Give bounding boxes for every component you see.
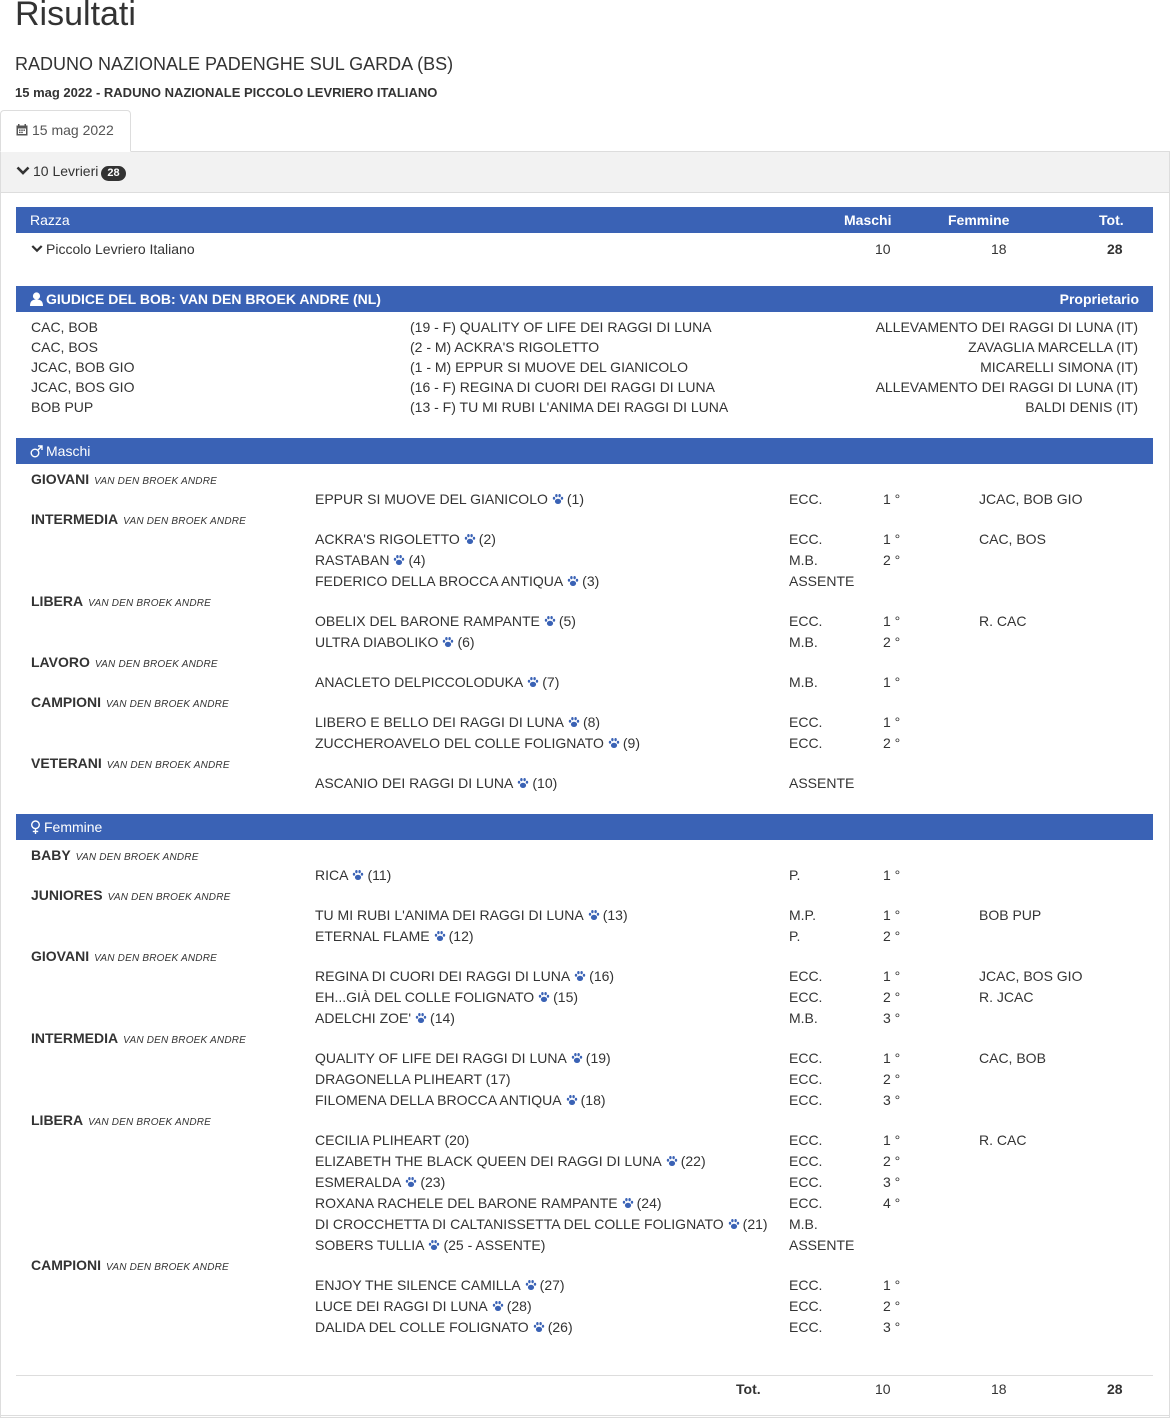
entry-qualification: ECC. (789, 714, 823, 730)
catalog-number: (8) (582, 714, 601, 730)
entry-qualification: P. (789, 867, 801, 883)
entry-dog[interactable] (315, 1092, 606, 1108)
chevron-down-icon (16, 166, 30, 176)
entry-dog[interactable] (315, 1050, 611, 1066)
entry-qualification: M.B. (789, 634, 818, 650)
paw-icon (538, 991, 550, 1003)
catalog-number: (27) (539, 1277, 565, 1293)
catalog-number: (28) (506, 1298, 532, 1314)
class-judge: VAN DEN BROEK ANDRE (88, 598, 212, 609)
entry-qualification: M.B. (789, 1216, 818, 1232)
entry-qualification: ECC. (789, 1319, 823, 1335)
breed-females: 18 (991, 241, 1007, 257)
dog-name[interactable]: ULTRA DIABOLIKO (315, 634, 439, 650)
entry-award: CAC, BOB (979, 1050, 1046, 1066)
group-label: 10 Levrieri (33, 163, 99, 179)
entry-dog[interactable] (315, 1010, 455, 1026)
col-breed: Razza (30, 212, 70, 228)
dog-name[interactable]: FILOMENA DELLA BROCCA ANTIQUA (315, 1092, 562, 1108)
entry-qualification: ECC. (789, 1050, 823, 1066)
entry-dog[interactable] (315, 714, 600, 730)
entry-qualification: ECC. (789, 531, 823, 547)
class-heading (31, 887, 230, 906)
class-judge: VAN DEN BROEK ANDRE (123, 1035, 247, 1046)
catalog-number: (2) (478, 531, 496, 547)
dog-name[interactable]: ANACLETO DELPICCOLODUKA (315, 674, 524, 690)
catalog-number: (7) (542, 674, 560, 690)
entry-dog[interactable] (315, 1216, 768, 1232)
class-heading (31, 755, 230, 774)
dog-name[interactable]: DI CROCCHETTA DI CALTANISSETTA DEL COLLE FOLIGNATO (315, 1216, 724, 1232)
dog-name[interactable]: EPPUR SI MUOVE DEL GIANICOLO (315, 491, 548, 507)
paw-icon (434, 930, 446, 942)
catalog-number: (6) (457, 634, 475, 650)
paw-icon (574, 970, 586, 982)
catalog-number: (23) (420, 1174, 446, 1190)
entry-placement: 2 ° (883, 735, 901, 751)
entry-qualification: ECC. (789, 1092, 823, 1108)
dog-name[interactable]: ENJOY THE SILENCE CAMILLA (315, 1277, 521, 1293)
bob-award: JCAC, BOB GIO (31, 359, 135, 375)
bob-owner: ALLEVAMENTO DEI RAGGI DI LUNA (IT) (875, 319, 1138, 335)
event-subtitle: RADUNO NAZIONALE PICCOLO LEVRIERO ITALIANO (103, 85, 438, 100)
entry-dog[interactable] (315, 573, 599, 589)
paw-icon (527, 676, 539, 688)
paw-icon (428, 1239, 440, 1251)
footer-total: 28 (1107, 1381, 1123, 1397)
class-heading (31, 593, 211, 612)
breed-males: 10 (875, 241, 891, 257)
event-date: 15 mag 2022 (15, 85, 93, 100)
bob-owner: ZAVAGLIA MARCELLA (IT) (968, 339, 1138, 355)
bob-owner: MICARELLI SIMONA (IT) (980, 359, 1138, 375)
bob-award: CAC, BOB (31, 319, 98, 335)
entry-dog[interactable] (315, 775, 557, 791)
class-judge: VAN DEN BROEK ANDRE (106, 760, 230, 771)
dog-name[interactable]: ELIZABETH THE BLACK QUEEN DEI RAGGI DI LUNA (315, 1153, 662, 1169)
entry-dog[interactable] (315, 1174, 445, 1190)
bob-owner: BALDI DENIS (IT) (1025, 399, 1138, 415)
class-heading (31, 471, 217, 490)
dog-name[interactable]: ASCANIO DEI RAGGI DI LUNA (315, 775, 514, 791)
catalog-number: (26) (547, 1319, 573, 1335)
catalog-number: (19) (585, 1050, 611, 1066)
dog-name[interactable]: CECILIA PLIHEART (315, 1132, 441, 1148)
paw-icon (544, 615, 556, 627)
class-name: GIOVANI (31, 948, 90, 964)
dog-name[interactable]: OBELIX DEL BARONE RAMPANTE (315, 613, 540, 629)
entry-dog[interactable] (315, 613, 576, 629)
class-name: INTERMEDIA (31, 1030, 119, 1046)
paw-icon (568, 716, 580, 728)
catalog-number: (10) (532, 775, 558, 791)
paw-icon (566, 1094, 578, 1106)
paw-icon (415, 1012, 427, 1024)
event-date-line (15, 85, 437, 101)
entry-qualification: ASSENTE (789, 775, 855, 791)
entry-placement: 1 ° (883, 1132, 901, 1148)
chevron-down-icon (31, 244, 43, 254)
catalog-number: (4) (408, 552, 426, 568)
entry-qualification: ECC. (789, 1298, 823, 1314)
dog-name[interactable]: EH...GIÀ DEL COLLE FOLIGNATO (315, 989, 535, 1005)
entry-dog[interactable] (315, 1277, 565, 1293)
class-judge: VAN DEN BROEK ANDRE (106, 699, 229, 710)
entry-placement: 1 ° (883, 491, 901, 507)
paw-icon (571, 1052, 583, 1064)
entry-placement: 2 ° (883, 1298, 901, 1314)
entry-placement: 3 ° (883, 1010, 901, 1026)
entry-dog[interactable] (315, 1071, 511, 1087)
page-title: Risultati (15, 0, 136, 33)
bob-dog[interactable]: (19 - F) QUALITY OF LIFE DEI RAGGI DI LUNA (410, 319, 712, 335)
breed-total: 28 (1107, 241, 1123, 257)
bob-dog[interactable]: (1 - M) EPPUR SI MUOVE DEL GIANICOLO (410, 359, 688, 375)
dog-name[interactable]: QUALITY OF LIFE DEI RAGGI DI LUNA (315, 1050, 567, 1066)
catalog-number: (17) (485, 1071, 511, 1087)
entry-qualification: M.B. (789, 1010, 818, 1026)
col-males: Maschi (844, 212, 892, 228)
entry-award: JCAC, BOB GIO (979, 491, 1083, 507)
entry-award: JCAC, BOS GIO (979, 968, 1083, 984)
tab-date[interactable] (0, 110, 131, 152)
males-header (16, 438, 1153, 464)
entry-placement: 1 ° (883, 907, 901, 923)
calendar-icon (16, 124, 28, 136)
entry-placement: 3 ° (883, 1319, 901, 1335)
paw-icon (567, 575, 579, 587)
entry-dog[interactable] (315, 634, 475, 650)
class-heading (31, 654, 218, 673)
entry-qualification: P. (789, 928, 801, 944)
entry-placement: 2 ° (883, 1071, 901, 1087)
dog-name[interactable]: DALIDA DEL COLLE FOLIGNATO (315, 1319, 529, 1335)
class-name: BABY (31, 847, 71, 863)
catalog-number: (16) (589, 968, 615, 984)
entry-placement: 2 ° (883, 1153, 901, 1169)
entry-dog[interactable] (315, 1132, 469, 1148)
entry-award: R. CAC (979, 1132, 1027, 1148)
class-heading (31, 511, 246, 530)
catalog-number: (20) (444, 1132, 470, 1148)
class-heading (31, 1112, 211, 1131)
entry-placement: 1 ° (883, 531, 901, 547)
bob-dog[interactable]: (2 - M) ACKRA'S RIGOLETTO (410, 339, 600, 355)
entry-placement: 1 ° (883, 867, 901, 883)
entry-qualification: ECC. (789, 1277, 823, 1293)
entry-qualification: ECC. (789, 491, 823, 507)
dog-name[interactable]: REGINA DI CUORI DEI RAGGI DI LUNA (315, 968, 571, 984)
entry-dog[interactable] (315, 531, 496, 547)
dog-name[interactable]: ZUCCHEROAVELO DEL COLLE FOLIGNATO (315, 735, 604, 751)
class-name: INTERMEDIA (31, 511, 119, 527)
catalog-number: (21) (742, 1216, 768, 1232)
entry-placement: 3 ° (883, 1092, 901, 1108)
class-judge: VAN DEN BROEK ANDRE (88, 1117, 212, 1128)
class-name: CAMPIONI (31, 1257, 101, 1273)
class-judge: VAN DEN BROEK ANDRE (94, 953, 217, 964)
entry-qualification: ECC. (789, 1071, 823, 1087)
dog-name[interactable]: ROXANA RACHELE DEL BARONE RAMPANTE (315, 1195, 618, 1211)
catalog-number: (11) (367, 867, 392, 883)
entry-placement: 2 ° (883, 989, 901, 1005)
catalog-number: (14) (430, 1010, 455, 1026)
bob-dog[interactable]: (13 - F) TU MI RUBI L'ANIMA DEI RAGGI DI LUNA (410, 399, 729, 415)
catalog-number: (22) (680, 1153, 706, 1169)
entry-qualification: M.B. (789, 552, 818, 568)
paw-icon (533, 1321, 545, 1333)
entry-placement: 1 ° (883, 1277, 901, 1293)
entry-placement: 1 ° (883, 1050, 901, 1066)
entry-dog[interactable] (315, 928, 474, 944)
paw-icon (728, 1218, 740, 1230)
entry-dog[interactable] (315, 735, 640, 751)
paw-icon (608, 737, 620, 749)
entry-award: R. CAC (979, 613, 1027, 629)
dog-name[interactable]: LUCE DEI RAGGI DI LUNA (315, 1298, 488, 1314)
class-name: JUNIORES (31, 887, 103, 903)
group-toggle[interactable] (1, 152, 1169, 193)
entry-qualification: ECC. (789, 968, 823, 984)
catalog-number: (15) (553, 989, 579, 1005)
paw-icon (464, 533, 476, 545)
class-heading (31, 694, 229, 713)
dog-name[interactable]: ADELCHI ZOE' (315, 1010, 412, 1026)
bob-header (16, 286, 1153, 312)
entry-dog[interactable] (315, 1195, 662, 1211)
class-name: LIBERA (31, 1112, 84, 1128)
entry-qualification: ECC. (789, 989, 823, 1005)
bob-award: BOB PUP (31, 399, 94, 415)
bob-judge-title: GIUDICE DEL BOB: VAN DEN BROEK ANDRE (NL) (46, 291, 381, 307)
entry-placement: 2 ° (883, 928, 901, 944)
class-heading (31, 847, 199, 866)
entry-dog[interactable] (315, 907, 628, 923)
male-icon (30, 445, 43, 458)
entry-qualification: ECC. (789, 735, 823, 751)
class-judge: VAN DEN BROEK ANDRE (94, 659, 218, 670)
catalog-number: (18) (580, 1092, 606, 1108)
breed-toggle[interactable] (31, 241, 195, 257)
dog-name[interactable]: DRAGONELLA PLIHEART (315, 1071, 482, 1087)
entry-award: CAC, BOS (979, 531, 1046, 547)
class-name: LIBERA (31, 593, 84, 609)
catalog-number: (25 - ASSENTE) (443, 1237, 546, 1253)
bob-owner: ALLEVAMENTO DEI RAGGI DI LUNA (IT) (875, 379, 1138, 395)
entry-placement: 1 ° (883, 613, 901, 629)
class-judge: VAN DEN BROEK ANDRE (123, 516, 247, 527)
entry-placement: 1 ° (883, 674, 901, 690)
entry-dog[interactable] (315, 1153, 706, 1169)
entry-placement: 2 ° (883, 634, 901, 650)
breed-table-header (16, 207, 1153, 233)
panel-bottom-border (0, 1415, 1170, 1416)
paw-icon (552, 493, 564, 505)
class-heading (31, 1030, 246, 1049)
entry-dog[interactable] (315, 674, 559, 690)
class-name: VETERANI (31, 755, 102, 771)
entry-placement: 3 ° (883, 1174, 901, 1190)
dog-name[interactable]: ESMERALDA (315, 1174, 402, 1190)
owner-header: Proprietario (1059, 291, 1139, 307)
entry-qualification: ASSENTE (789, 1237, 855, 1253)
dog-name[interactable]: TU MI RUBI L'ANIMA DEI RAGGI DI LUNA (315, 907, 584, 923)
entry-dog[interactable] (315, 1237, 545, 1253)
bob-award: CAC, BOS (31, 339, 98, 355)
event-name: RADUNO NAZIONALE PADENGHE SUL GARDA (BS) (15, 54, 454, 74)
entry-qualification: M.P. (789, 907, 816, 923)
female-icon (30, 820, 41, 834)
entry-award: R. JCAC (979, 989, 1034, 1005)
entry-qualification: ECC. (789, 1195, 823, 1211)
dog-name[interactable]: RICA (315, 867, 349, 883)
catalog-number: (9) (622, 735, 641, 751)
class-name: LAVORO (31, 654, 90, 670)
catalog-number: (12) (448, 928, 474, 944)
entry-dog[interactable] (315, 989, 578, 1005)
dog-name[interactable]: FEDERICO DELLA BROCCA ANTIQUA (315, 573, 564, 589)
breed-name: Piccolo Levriero Italiano (46, 241, 195, 257)
dog-name[interactable]: ETERNAL FLAME (315, 928, 430, 944)
dog-name[interactable]: RASTABAN (315, 552, 390, 568)
tab-label: 15 mag 2022 (32, 122, 114, 138)
catalog-number: (13) (602, 907, 628, 923)
entry-placement: 1 ° (883, 714, 901, 730)
entry-qualification: M.B. (789, 674, 818, 690)
dog-name[interactable]: SOBERS TULLIA (315, 1237, 425, 1253)
entry-award: BOB PUP (979, 907, 1042, 923)
catalog-number: (24) (636, 1195, 662, 1211)
entry-qualification: ECC. (789, 1174, 823, 1190)
class-name: GIOVANI (31, 471, 90, 487)
footer-females: 18 (991, 1381, 1007, 1397)
males-title: Maschi (46, 443, 91, 459)
paw-icon (393, 554, 405, 566)
entry-dog[interactable] (315, 552, 426, 568)
dog-name[interactable]: ACKRA'S RIGOLETTO (315, 531, 460, 547)
class-judge: VAN DEN BROEK ANDRE (107, 892, 231, 903)
entry-qualification: ECC. (789, 1132, 823, 1148)
catalog-number: (3) (582, 573, 600, 589)
paw-icon (525, 1279, 537, 1291)
entry-placement: 1 ° (883, 968, 901, 984)
entry-dog[interactable] (315, 867, 391, 883)
class-judge: VAN DEN BROEK ANDRE (75, 852, 199, 863)
entry-placement: 2 ° (883, 552, 901, 568)
entry-dog[interactable] (315, 491, 584, 507)
dog-name[interactable]: LIBERO E BELLO DEI RAGGI DI LUNA (315, 714, 564, 730)
paw-icon (352, 869, 364, 881)
paw-icon (517, 777, 529, 789)
paw-icon (622, 1197, 634, 1209)
entry-qualification: ECC. (789, 1153, 823, 1169)
females-header (16, 814, 1153, 840)
catalog-number: (1) (566, 491, 584, 507)
event-separator: - (92, 85, 104, 100)
entry-dog[interactable] (315, 1319, 573, 1335)
class-judge: VAN DEN BROEK ANDRE (106, 1262, 229, 1273)
paw-icon (405, 1176, 417, 1188)
bob-dog[interactable]: (16 - F) REGINA DI CUORI DEI RAGGI DI LUNA (410, 379, 715, 395)
class-judge: VAN DEN BROEK ANDRE (94, 476, 217, 487)
entry-qualification: ECC. (789, 613, 823, 629)
paw-icon (492, 1300, 504, 1312)
entry-dog[interactable] (315, 968, 614, 984)
bob-award: JCAC, BOS GIO (31, 379, 135, 395)
class-heading (31, 948, 217, 967)
paw-icon (442, 636, 454, 648)
class-heading (31, 1257, 229, 1276)
entry-dog[interactable] (315, 1298, 532, 1314)
class-name: CAMPIONI (31, 694, 101, 710)
group-count-badge: 28 (101, 166, 125, 181)
col-total: Tot. (1099, 212, 1124, 228)
entry-qualification: ASSENTE (789, 573, 855, 589)
footer-males: 10 (875, 1381, 891, 1397)
entry-placement: 4 ° (883, 1195, 901, 1211)
footer-divider (16, 1375, 1153, 1376)
females-title: Femmine (44, 819, 103, 835)
catalog-number: (5) (558, 613, 576, 629)
footer-label: Tot. (736, 1381, 761, 1397)
paw-icon (666, 1155, 678, 1167)
user-icon (30, 292, 43, 306)
paw-icon (588, 909, 600, 921)
col-females: Femmine (948, 212, 1010, 228)
